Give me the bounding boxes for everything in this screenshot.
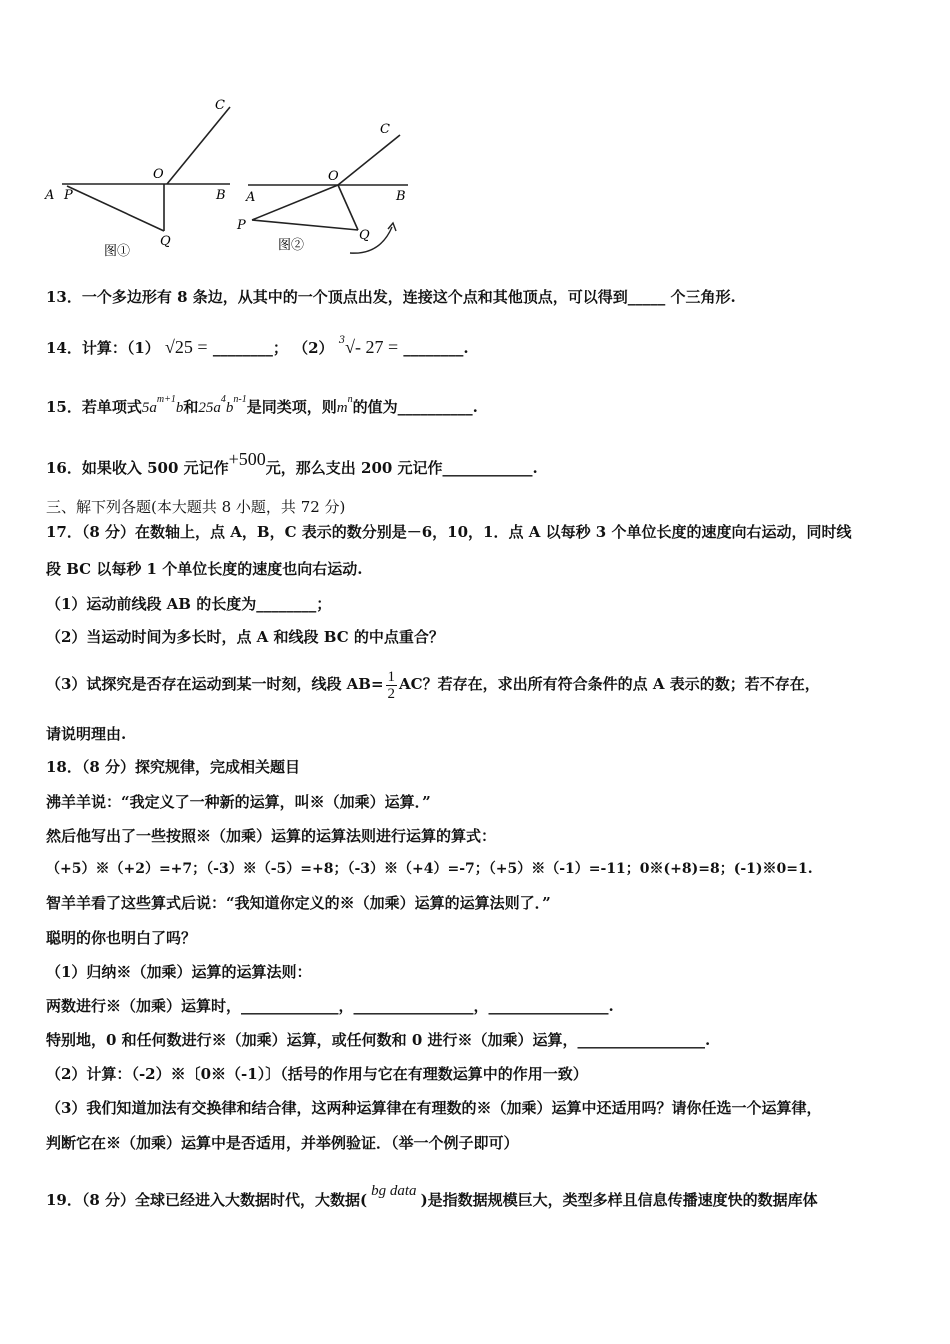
label-o: O [328,169,339,184]
question-18-line-1: 18．（8 分）探究规律，完成相关题目 [46,758,301,776]
question-17-line-2: 段 BC 以每秒 1 个单位长度的速度也向右运动. [46,560,363,578]
question-18-line-2: 沸羊羊说：“我定义了一种新的运算，叫※（加乘）运算．” [46,793,431,811]
label-a: A [45,188,55,203]
label-q: Q [160,234,171,249]
question-15 [46,390,478,418]
q15-suffix: 是同类项，则 [246,398,337,416]
question-17-line-1: 17．（8 分）在数轴上，点 A，B，C 表示的数分别是－6，10，1．点 A 以每秒 3 个单位长度的速度向右运动，同时线 [46,523,852,541]
question-18-line-4: （+5）※（+2）=+7；（-3）※（-5）=+8；（-3）※（+4）=-7；（+5）※（-1）=-11；0※(+8)=8；(-1)※0=1. [46,861,813,877]
figure-2-caption: 图② [278,238,305,253]
q16-prefix: 16．如果收入 500 元记作 [46,459,229,477]
question-18-line-10: （2）计算：（-2）※〔0※（-1）〕（括号的作用与它在有理数运算中的作用一致） [46,1065,588,1083]
question-18-line-5: 智羊羊看了这些算式后说：“我知道你定义的※（加乘）运算的运算法则了．” [46,894,551,912]
segment-pq [67,186,164,231]
section-3-title: 三、解下列各题(本大题共 8 小题，共 72 分) [46,498,346,516]
question-18-line-6: 聪明的你也明白了吗？ [46,929,197,947]
label-a: A [246,190,256,205]
label-c: C [215,98,225,113]
q15-monomial-1: $5a^{m+1}b$ [141,394,184,416]
label-o: O [153,167,164,182]
q14-prefix: 14．计算：（1） [46,339,160,357]
segment-pq [252,220,358,230]
ray-oc [167,107,230,184]
question-13: 13．一个多边形有 8 条边，从其中的一个顶点出发，连接这个点和其他顶点，可以得到_____ 个三角形. [46,288,736,306]
q14-expr1: √25 = [165,337,208,357]
figure-2-diagram [230,115,420,265]
fraction-one-half: $\frac{1}{2}$ [387,668,396,702]
question-18-line-7: （1）归纳※（加乘）运算的运算法则： [46,963,312,981]
question-19: 19．（8 分）全球已经进入大数据时代，大数据( bg data )是指数据规模巨大，类型多样且信息传播速度快的数据库体 [46,1183,818,1209]
rotation-arrow [350,227,392,253]
label-b: B [216,188,226,203]
question-17-part-2: （2）当运动时间为多长时，点 A 和线段 BC 的中点重合？ [46,628,444,646]
question-18-line-12: 判断它在※（加乘）运算中是否适用，并举例验证．（举一个例子即可） [46,1134,519,1152]
ray-oc [338,135,400,185]
question-18-line-11: （3）我们知道加法有交换律和结合律，这两种运算律在有理数的※（加乘）运算中还适用吗？请你任选一个运算律， [46,1099,822,1117]
question-17-part-3-line-2: 请说明理由. [46,725,127,743]
q15-prefix: 15．若单项式 [46,398,142,416]
q15-mid: 和 [183,398,199,416]
q14-blank2: ________. [403,339,469,357]
segment-po [252,185,338,220]
q14-part2: （2） [293,339,334,357]
figure-1-caption: 图① [104,244,131,259]
label-p: P [64,188,73,203]
q19-expr: bg data [371,1183,417,1199]
label-c: C [380,122,390,137]
question-18-line-8: 两数进行※（加乘）运算时，_____________，________________，________________. [46,997,614,1015]
q14-root-index: 3 [338,335,346,346]
q14-blank1: ________； [212,339,288,357]
q15-monomial-2: $25a^4b^{n-1}$ [198,394,247,416]
q15-m-power-n: $m^n$ [336,394,353,416]
question-14 [46,331,469,358]
q16-suffix: 元，那么支出 200 元记作____________. [265,459,538,477]
label-p: P [237,218,246,233]
q14-expr2: √- 27 = [345,337,399,357]
label-b: B [396,189,406,204]
question-17-part-3: （3）试探究是否存在运动到某一时刻，线段 AB= $\frac{1}{2}$ AC？若存在，求出所有符合条件的点 A 表示的数；若不存在， [46,668,820,702]
figure-1-diagram [40,95,240,260]
segment-oq [338,185,358,230]
label-q: Q [359,228,370,243]
question-18-line-3: 然后他写出了一些按照※（加乘）运算的运算法则进行运算的算式： [46,827,497,845]
question-17-part-1: （1）运动前线段 AB 的长度为________； [46,595,332,613]
question-18-line-9: 特别地，0 和任何数进行※（加乘）运算，或任何数和 0 进行※（加乘）运算，_________________. [46,1031,711,1049]
q16-expr: +500 [228,449,266,469]
question-16 [46,449,538,478]
q15-tail: 的值为__________. [352,398,478,416]
